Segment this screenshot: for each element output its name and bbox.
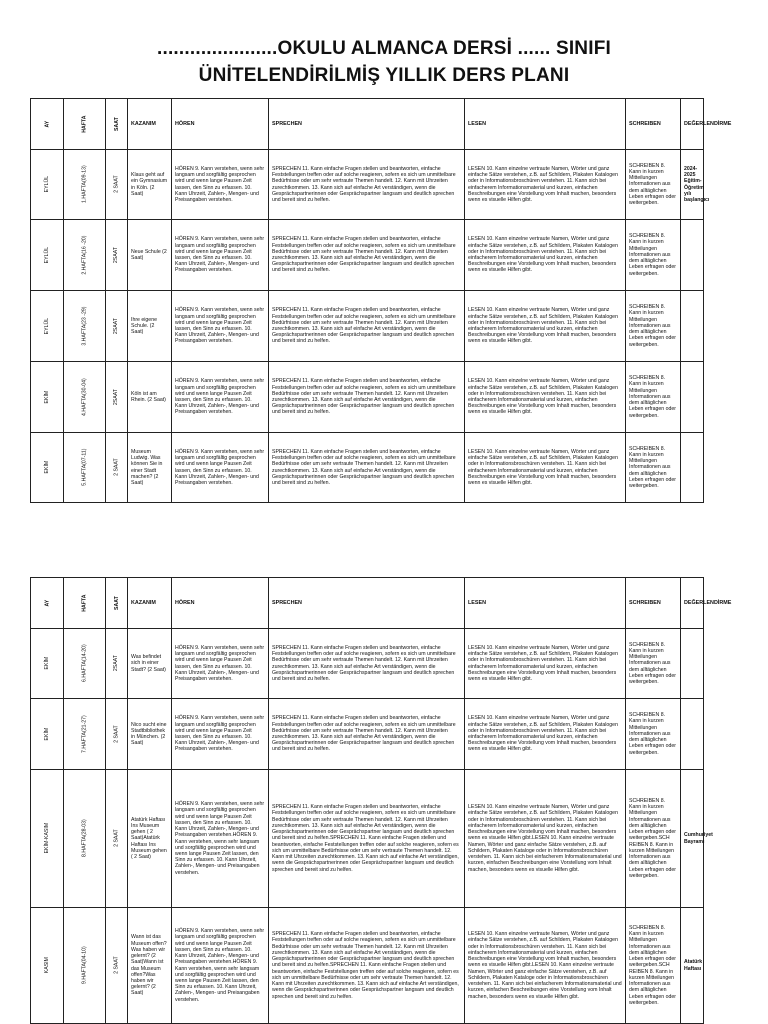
- table-row: [31, 362, 704, 433]
- header-lesen: LESEN: [465, 99, 626, 150]
- month-cell: EKİM-KASIM: [31, 770, 64, 908]
- horen-cell: HÖREN 9. Kann verstehen, wenn sehr langsam und sorgfältig gesprochen wird und wenn lange Pausen Zeit lassen, den Sinn zu erfassen. 10. Kann Uhrzeit, Zahlen-, Mengen- und Preisangaben verstehen.HÖREN 9. Kann verstehen, wenn sehr langsam und sorgfältig gesprochen wird und wenn lange Pausen Zeit lassen, den Sinn zu erfassen. 10. Kann Uhrzeit, Zahlen-, Mengen- und Preisangaben verstehen.: [172, 770, 269, 908]
- table-row: [31, 629, 704, 699]
- horen-cell: HÖREN 9. Kann verstehen, wenn sehr langsam und sorgfältig gesprochen wird und wenn lange Pausen Zeit lassen, den Sinn zu erfassen. 10. Kann Uhrzeit, Zahlen-, Mengen- und Preisangaben verstehen.: [172, 699, 269, 770]
- evaluation-cell: [681, 362, 704, 433]
- evaluation-cell: [681, 220, 704, 291]
- sprechen-cell: SPRECHEN 11. Kann einfache Fragen stellen und beantworten, einfache Feststellungen treffen oder auf solche reagieren, sofern es sich um unmittelbare Bedürfnisse oder um sehr vertraute Themen handelt. 12. Kann mit Uhrzeiten zurechtkommen. 13. Kann sich auf einfache Art verständigen, wenn die Gesprächspartnerinnen oder Gesprächspartner langsam und deutlich sprechen und bereit sind zu helfen.: [269, 362, 465, 433]
- horen-cell: HÖREN 9. Kann verstehen, wenn sehr langsam und sorgfältig gesprochen wird und wenn lange Pausen Zeit lassen, den Sinn zu erfassen. 10. Kann Uhrzeit, Zahlen-, Mengen- und Preisangaben verstehen.: [172, 629, 269, 699]
- sprechen-cell: SPRECHEN 11. Kann einfache Fragen stellen und beantworten, einfache Feststellungen treffen oder auf solche reagieren, sofern es sich um unmittelbare Bedürfnisse oder um sehr vertraute Themen handelt. 12. Kann mit Uhrzeiten zurechtkommen. 13. Kann sich auf einfache Art verständigen, wenn die Gesprächspartnerinnen oder Gesprächspartner langsam und deutlich sprechen und bereit sind zu helfen.: [269, 699, 465, 770]
- table-row: [31, 770, 704, 908]
- hours-cell: 2 SAAT: [106, 908, 128, 1024]
- horen-cell: HÖREN 9. Kann verstehen, wenn sehr langsam und sorgfältig gesprochen wird und wenn lange Pausen Zeit lassen, den Sinn zu erfassen. 10. Kann Uhrzeit, Zahlen-, Mengen- und Preisangaben verstehen.: [172, 220, 269, 291]
- evaluation-cell: [681, 433, 704, 503]
- table-row: [31, 291, 704, 362]
- lesen-cell: LESEN 10. Kann einzelne vertraute Namen, Wörter und ganz einfache Sätze verstehen, z.B. auf Schildern, Plakaten Katalogen oder in Informationsbroschüren verstehen. 11. Kann sich bei einfacherem Informationsmaterial und kurzen, einfachen Beschreibungen eine Vorstellung vom Inhalt machen, besonders wenn es visuelle Hilfen gibt.: [465, 699, 626, 770]
- header-ay: AY: [31, 578, 64, 629]
- header-saat: SAAT: [106, 99, 128, 150]
- week-cell: 2.HAFTA(16 -20): [64, 220, 106, 291]
- header-horen: HÖREN: [172, 99, 269, 150]
- header-lesen: LESEN: [465, 578, 626, 629]
- table-row: [31, 220, 704, 291]
- evaluation-cell: Cumhuriyet Bayramı: [681, 770, 704, 908]
- month-cell: KASIM: [31, 908, 64, 1024]
- header-row: [31, 578, 704, 629]
- header-ay: AY: [31, 99, 64, 150]
- horen-cell: HÖREN 9. Kann verstehen, wenn sehr langsam und sorgfältig gesprochen wird und wenn lange Pausen Zeit lassen, den Sinn zu erfassen. 10. Kann Uhrzeit, Zahlen-, Mengen- und Preisangaben verstehen.HÖREN 9. Kann verstehen, wenn sehr langsam und sorgfältig gesprochen wird und wenn lange Pausen Zeit lassen, den Sinn zu erfassen. 10. Kann Uhrzeit, Zahlen-, Mengen- und Preisangaben verstehen.: [172, 908, 269, 1024]
- header-schreiben: SCHREIBEN: [626, 99, 681, 150]
- objective-cell: Was befindet sich in einer Stadt? (2 Saat): [128, 629, 172, 699]
- week-cell: 1.HAFTA(09-13): [64, 150, 106, 220]
- header-hafta: HAFTA: [64, 99, 106, 150]
- objective-cell: Museum Ludwig. Was können Sie in einer Stadt machen? (2 Saat): [128, 433, 172, 503]
- sprechen-cell: SPRECHEN 11. Kann einfache Fragen stellen und beantworten, einfache Feststellungen treffen oder auf solche reagieren, sofern es sich um unmittelbare Bedürfnisse oder um sehr vertraute Themen handelt. 12. Kann mit Uhrzeiten zurechtkommen. 13. Kann sich auf einfache Art verständigen, wenn die Gesprächspartnerinnen oder Gesprächspartner langsam und deutlich sprechen und bereit sind zu helfen.SPRECHEN 11. Kann einfache Fragen stellen und beantworten, einfache Feststellungen treffen oder auf solche reagieren, sofern es sich um unmittelbare Bedürfnisse oder um sehr vertraute Themen handelt. 12. Kann mit Uhrzeiten zurechtkommen. 13. Kann sich auf einfache Art verständigen, wenn die Gesprächspartnerinnen oder Gesprächspartner langsam und deutlich sprechen und bereit sind zu helfen.: [269, 770, 465, 908]
- evaluation-cell: [681, 291, 704, 362]
- lesen-cell: LESEN 10. Kann einzelne vertraute Namen, Wörter und ganz einfache Sätze verstehen, z.B. auf Schildern, Plakaten Katalogen oder in Informationsbroschüren verstehen. 11. Kann sich bei einfacherem Informationsmaterial und kurzen, einfachen Beschreibungen eine Vorstellung vom Inhalt machen, besonders wenn es visuelle Hilfen gibt.LESEN 10. Kann einzelne vertraute Namen, Wörter und ganz einfache Sätze verstehen, z.B. auf Schildern, Plakaten Kataloge oder in Informationsbroschüren verstehen. 11. Kann sich bei einfacherem Informationsmaterial und kurzen, einfachen Beschreibungen eine Vorstellung vom Inhalt machen, besonders wenn es visuelle Hilfen gibt.: [465, 770, 626, 908]
- header-sprechen: SPRECHEN: [269, 99, 465, 150]
- week-cell: 4.HAFTA(30-04): [64, 362, 106, 433]
- sprechen-cell: SPRECHEN 11. Kann einfache Fragen stellen und beantworten, einfache Feststellungen treffen oder auf solche reagieren, sofern es sich um unmittelbare Bedürfnisse oder um sehr vertraute Themen handelt. 12. Kann mit Uhrzeiten zurechtkommen. 13. Kann sich auf einfache Art verständigen, wenn die Gesprächspartnerinnen oder Gesprächspartner langsam und deutlich sprechen und bereit sind zu helfen.: [269, 433, 465, 503]
- schreiben-cell: SCHREIBEN 8. Kann in kurzen Mitteilungen Informationen aus dem alltäglichen Leben erfragen oder weitergeben.: [626, 291, 681, 362]
- month-cell: EYLÜL: [31, 291, 64, 362]
- hours-cell: 2SAAT: [106, 220, 128, 291]
- week-cell: 9.HAFTA(04-10): [64, 908, 106, 1024]
- lesen-cell: LESEN 10. Kann einzelne vertraute Namen, Wörter und ganz einfache Sätze verstehen, z.B. auf Schildern, Plakaten Katalogen oder in Informationsbroschüren verstehen. 11. Kann sich bei einfacherem Informationsmaterial und kurzen, einfachen Beschreibungen eine Vorstellung vom Inhalt machen, besonders wenn es visuelle Hilfen gibt.: [465, 291, 626, 362]
- horen-cell: HÖREN 9. Kann verstehen, wenn sehr langsam und sorgfältig gesprochen wird und wenn lange Pausen Zeit lassen, den Sinn zu erfassen. 10. Kann Uhrzeit, Zahlen-, Mengen- und Preisangaben verstehen.: [172, 150, 269, 220]
- schreiben-cell: SCHREIBEN 8. Kann in kurzen Mitteilungen Informationen aus dem alltäglichen Leben erfragen oder weitergeben.: [626, 699, 681, 770]
- evaluation-cell: [681, 629, 704, 699]
- week-cell: 8.HAFTA(28-03): [64, 770, 106, 908]
- plan-table-1: [30, 98, 732, 503]
- month-cell: EKİM: [31, 629, 64, 699]
- objective-cell: Wann ist das Museum offen?Was haben wir gelernt? (2 Saat)Wann ist das Museum offen?Was haben wir gelernt? (2 Saat): [128, 908, 172, 1024]
- hours-cell: 2SAAT: [106, 362, 128, 433]
- page-title-line1: ......................OKULU ALMANCA DERSİ ...... SINIFI: [156, 38, 611, 59]
- week-cell: 6.HAFTA(14-20): [64, 629, 106, 699]
- header-hafta: HAFTA: [64, 578, 106, 629]
- month-cell: EYLÜL: [31, 150, 64, 220]
- header-schreiben: SCHREIBEN: [626, 578, 681, 629]
- table-row: [31, 908, 704, 1024]
- sprechen-cell: SPRECHEN 11. Kann einfache Fragen stellen und beantworten, einfache Feststellungen treffen oder auf solche reagieren, sofern es sich um unmittelbare Bedürfnisse oder um sehr vertraute Themen handelt. 12. Kann mit Uhrzeiten zurechtkommen. 13. Kann sich auf einfache Art verständigen, wenn die Gesprächspartnerinnen oder Gesprächspartner langsam und deutlich sprechen und bereit sind zu helfen.SPRECHEN 11. Kann einfache Fragen stellen und beantworten, einfache Feststellungen treffen oder auf solche reagieren, sofern es sich um unmittelbare Bedürfnisse oder um sehr vertraute Themen handelt. 12. Kann mit Uhrzeiten zurechtkommen. 13. Kann sich auf einfache Art verständigen, wenn die Gesprächspartnerinnen oder Gesprächspartner langsam und deutlich sprechen und bereit sind zu helfen.: [269, 908, 465, 1024]
- month-cell: EKİM: [31, 362, 64, 433]
- hours-cell: 2 SAAT: [106, 699, 128, 770]
- evaluation-cell: 2024-2025 Eğitim-Öğretim yılı başlangıcı: [681, 150, 704, 220]
- header-kazanim: KAZANIM: [128, 99, 172, 150]
- horen-cell: HÖREN 9. Kann verstehen, wenn sehr langsam und sorgfältig gesprochen wird und wenn lange Pausen Zeit lassen, den Sinn zu erfassen. 10. Kann Uhrzeit, Zahlen-, Mengen- und Preisangaben verstehen.: [172, 433, 269, 503]
- horen-cell: HÖREN 9. Kann verstehen, wenn sehr langsam und sorgfältig gesprochen wird und wenn lange Pausen Zeit lassen, den Sinn zu erfassen. 10. Kann Uhrzeit, Zahlen-, Mengen- und Preisangaben verstehen.: [172, 362, 269, 433]
- header-sprechen: SPRECHEN: [269, 578, 465, 629]
- month-cell: EKİM: [31, 699, 64, 770]
- month-cell: EYLÜL: [31, 220, 64, 291]
- table-row: [31, 699, 704, 770]
- evaluation-cell: [681, 699, 704, 770]
- header-degerlendirme: DEĞERLENDİRME: [681, 99, 704, 150]
- objective-cell: Köln ist am Rhein. (2 Saat): [128, 362, 172, 433]
- lesen-cell: LESEN 10. Kann einzelne vertraute Namen, Wörter und ganz einfache Sätze verstehen, z.B. auf Schildern, Plakaten Katalogen oder in Informationsbroschüren verstehen. 11. Kann sich bei einfacherem Informationsmaterial und kurzen, einfachen Beschreibungen eine Vorstellung vom Inhalt machen, besonders wenn es visuelle Hilfen gibt.: [465, 629, 626, 699]
- table-row: [31, 433, 704, 503]
- lesen-cell: LESEN 10. Kann einzelne vertraute Namen, Wörter und ganz einfache Sätze verstehen, z.B. auf Schildern, Plakaten Katalogen oder in Informationsbroschüren verstehen. 11. Kann sich bei einfacherem Informationsmaterial und kurzen, einfachen Beschreibungen eine Vorstellung vom Inhalt machen, besonders wenn es visuelle Hilfen gibt.: [465, 362, 626, 433]
- lesen-cell: LESEN 10. Kann einzelne vertraute Namen, Wörter und ganz einfache Sätze verstehen, z.B. auf Schildern, Plakaten Katalogen oder in Informationsbroschüren verstehen. 11. Kann sich bei einfacherem Informationsmaterial und kurzen, einfachen Beschreibungen eine Vorstellung vom Inhalt machen, besonders wenn es visuelle Hilfen gibt.LESEN 10. Kann einzelne vertraute Namen, Wörter und ganz einfache Sätze verstehen, z.B. auf Schildern, Plakaten Kataloge oder in Informationsbroschüren verstehen. 11. Kann sich bei einfacherem Informationsmaterial und kurzen, einfachen Beschreibungen eine Vorstellung vom Inhalt machen, besonders wenn es visuelle Hilfen gibt.: [465, 908, 626, 1024]
- header-kazanim: KAZANIM: [128, 578, 172, 629]
- schreiben-cell: SCHREIBEN 8. Kann in kurzen Mitteilungen Informationen aus dem alltäglichen Leben erfragen oder weitergeben.: [626, 433, 681, 503]
- lesen-cell: LESEN 10. Kann einzelne vertraute Namen, Wörter und ganz einfache Sätze verstehen, z.B. auf Schildern, Plakaten Katalogen oder in Informationsbroschüren verstehen. 11. Kann sich bei einfacherem Informationsmaterial und kurzen, einfachen Beschreibungen eine Vorstellung vom Inhalt machen, besonders wenn es visuelle Hilfen gibt.: [465, 220, 626, 291]
- lesen-cell: LESEN 10. Kann einzelne vertraute Namen, Wörter und ganz einfache Sätze verstehen, z.B. auf Schildern, Plakaten Katalogen oder in Informationsbroschüren verstehen. 11. Kann sich bei einfacherem Informationsmaterial und kurzen, einfachen Beschreibungen eine Vorstellung vom Inhalt machen, besonders wenn es visuelle Hilfen gibt.: [465, 433, 626, 503]
- header-row: [31, 99, 704, 150]
- sprechen-cell: SPRECHEN 11. Kann einfache Fragen stellen und beantworten, einfache Feststellungen treffen oder auf solche reagieren, sofern es sich um unmittelbare Bedürfnisse oder um sehr vertraute Themen handelt. 12. Kann mit Uhrzeiten zurechtkommen. 13. Kann sich auf einfache Art verständigen, wenn die Gesprächspartnerinnen oder Gesprächspartner langsam und deutlich sprechen und bereit sind zu helfen.: [269, 629, 465, 699]
- lesen-cell: LESEN 10. Kann einzelne vertraute Namen, Wörter und ganz einfache Sätze verstehen, z.B. auf Schildern, Plakaten Katalogen oder in Informationsbroschüren verstehen. 11. Kann sich bei einfacherem Informationsmaterial und kurzen, einfachen Beschreibungen eine Vorstellung vom Inhalt machen, besonders wenn es visuelle Hilfen gibt.: [465, 150, 626, 220]
- page-title-line2: ÜNİTELENDİRİLMİŞ YILLIK DERS PLANI: [198, 65, 570, 86]
- schreiben-cell: SCHREIBEN 8. Kann in kurzen Mitteilungen Informationen aus dem alltäglichen Leben erfragen oder weitergeben.: [626, 150, 681, 220]
- week-cell: 5.HAFTA(07-11): [64, 433, 106, 503]
- sprechen-cell: SPRECHEN 11. Kann einfache Fragen stellen und beantworten, einfache Feststellungen treffen oder auf solche reagieren, sofern es sich um unmittelbare Bedürfnisse oder um sehr vertraute Themen handelt. 12. Kann mit Uhrzeiten zurechtkommen. 13. Kann sich auf einfache Art verständigen, wenn die Gesprächspartnerinnen oder Gesprächspartner langsam und deutlich sprechen und bereit sind zu helfen.: [269, 291, 465, 362]
- table-row: [31, 150, 704, 220]
- plan-table-2: [30, 577, 732, 1024]
- sprechen-cell: SPRECHEN 11. Kann einfache Fragen stellen und beantworten, einfache Feststellungen treffen oder auf solche reagieren, sofern es sich um unmittelbare Bedürfnisse oder um sehr vertraute Themen handelt. 12. Kann mit Uhrzeiten zurechtkommen. 13. Kann sich auf einfache Art verständigen, wenn die Gesprächspartnerinnen oder Gesprächspartner langsam und deutlich sprechen und bereit sind zu helfen.: [269, 150, 465, 220]
- hours-cell: 2SAAT: [106, 629, 128, 699]
- hours-cell: 2 SAAT: [106, 433, 128, 503]
- schreiben-cell: SCHREIBEN 8. Kann in kurzen Mitteilungen Informationen aus dem alltäglichen Leben erfragen oder weitergeben.SCH REIBEN 8. Kann in kurzen Mitteilungen Informationen aus dem alltäglichen Leben erfragen oder weitergeben.: [626, 770, 681, 908]
- header-horen: HÖREN: [172, 578, 269, 629]
- hours-cell: 2 SAAT: [106, 150, 128, 220]
- schreiben-cell: SCHREIBEN 8. Kann in kurzen Mitteilungen Informationen aus dem alltäglichen Leben erfragen oder weitergeben.: [626, 362, 681, 433]
- objective-cell: Nico sucht eine Stadtbibliothek in München. (2 Saat): [128, 699, 172, 770]
- sprechen-cell: SPRECHEN 11. Kann einfache Fragen stellen und beantworten, einfache Feststellungen treffen oder auf solche reagieren, sofern es sich um unmittelbare Bedürfnisse oder um sehr vertraute Themen handelt. 12. Kann mit Uhrzeiten zurechtkommen. 13. Kann sich auf einfache Art verständigen, wenn die Gesprächspartnerinnen oder Gesprächspartner langsam und deutlich sprechen und bereit sind zu helfen.: [269, 220, 465, 291]
- header-saat: SAAT: [106, 578, 128, 629]
- month-cell: EKİM: [31, 433, 64, 503]
- evaluation-cell: Atatürk Haftası: [681, 908, 704, 1024]
- objective-cell: Ihre eigene Schule. (2 Saat): [128, 291, 172, 362]
- header-degerlendirme: DEĞERLENDİRME: [681, 578, 704, 629]
- schreiben-cell: SCHREIBEN 8. Kann in kurzen Mitteilungen Informationen aus dem alltäglichen Leben erfragen oder weitergeben.: [626, 629, 681, 699]
- objective-cell: Atatürk Haftası Ins Museum gehen ( 2 Saat)Atatürk Haftası Ins Museum gehen ( 2 Saat): [128, 770, 172, 908]
- schreiben-cell: SCHREIBEN 8. Kann in kurzen Mitteilungen Informationen aus dem alltäglichen Leben erfragen oder weitergeben.: [626, 220, 681, 291]
- hours-cell: 2SAAT: [106, 291, 128, 362]
- horen-cell: HÖREN 9. Kann verstehen, wenn sehr langsam und sorgfältig gesprochen wird und wenn lange Pausen Zeit lassen, den Sinn zu erfassen. 10. Kann Uhrzeit, Zahlen-, Mengen- und Preisangaben verstehen.: [172, 291, 269, 362]
- week-cell: 7.HAFTA(21-27): [64, 699, 106, 770]
- schreiben-cell: SCHREIBEN 8. Kann in kurzen Mitteilungen Informationen aus dem alltäglichen Leben erfragen oder weitergeben.SCH REIBEN 8. Kann in kurzen Mitteilungen Informationen aus dem alltäglichen Leben erfragen oder weitergeben.: [626, 908, 681, 1024]
- week-cell: 3.HAFTA(23 -29): [64, 291, 106, 362]
- objective-cell: Neue Schule (2 Saat): [128, 220, 172, 291]
- objective-cell: Klaus geht auf ein Gymnasium in Köln. (2 Saat): [128, 150, 172, 220]
- hours-cell: 2 SAAT: [106, 770, 128, 908]
